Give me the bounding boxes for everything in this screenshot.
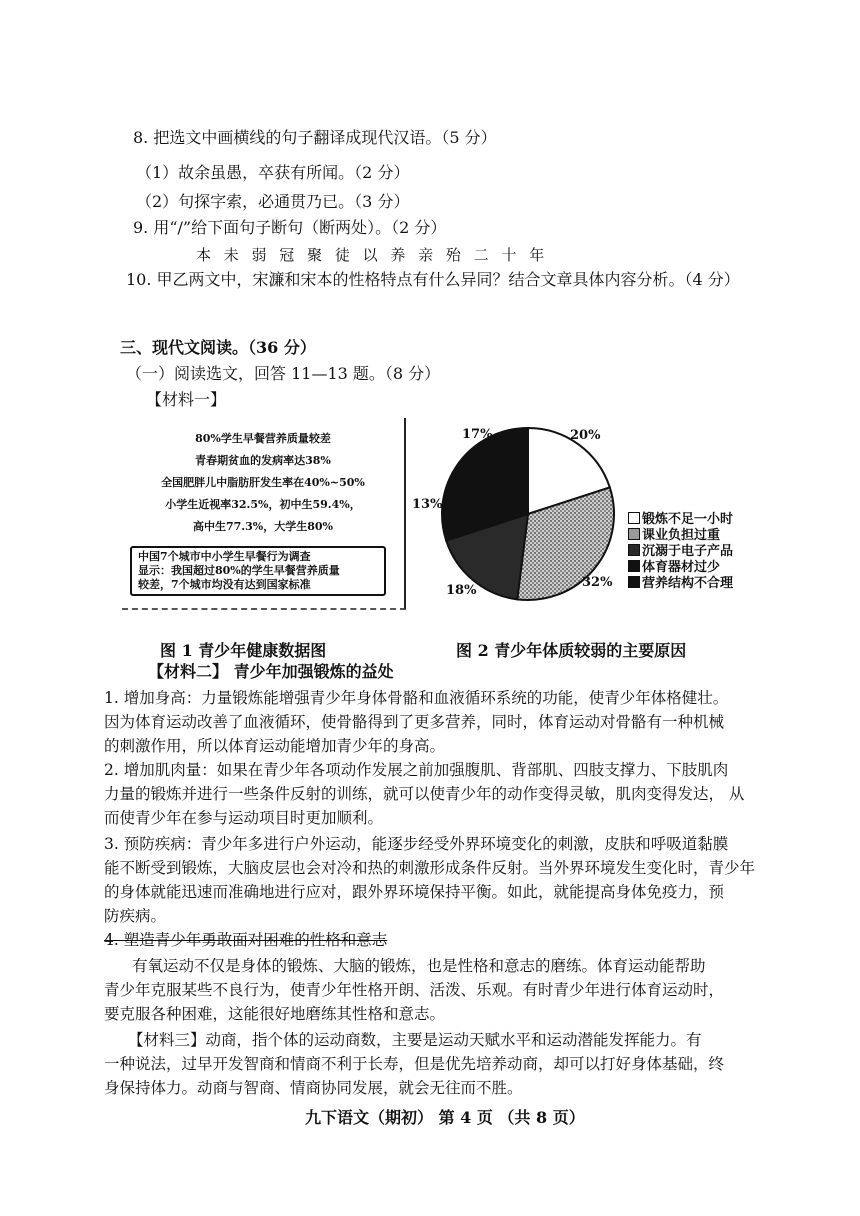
m2-p4-title: 4. 塑造青少年勇敢面对困难的性格和意志 bbox=[104, 931, 388, 949]
fig1-box-line: 较差，7个城市均没有达到国家标准 bbox=[138, 578, 311, 591]
figure-1-health-data bbox=[122, 418, 406, 610]
question-9-sentence: 本 未 弱 冠 聚 徒 以 养 亲 殆 二 十 年 bbox=[196, 246, 549, 264]
m2-line: 2. 增加肌肉量：如果在青少年各项动作发展之前加强腹肌、背部肌、四肢支撑力、下肢肌肉 bbox=[104, 761, 729, 779]
m3-line: 身保持体力。动商与智商、情商协同发展，就会无往而不胜。 bbox=[104, 1079, 523, 1097]
legend-item bbox=[628, 528, 733, 544]
legend-swatch-dotted bbox=[628, 528, 640, 540]
m3-line: 【材料三】动商，指个体的运动商数，主要是运动天赋水平和运动潜能发挥能力。有 bbox=[128, 1031, 702, 1049]
m2-line: 而使青少年在参与运动项目时更加顺利。 bbox=[104, 809, 384, 827]
figure-2-caption: 图 2 青少年体质较弱的主要原因 bbox=[456, 641, 687, 660]
legend-label: 课业负担过重 bbox=[642, 528, 721, 543]
fig1-survey-box bbox=[130, 546, 386, 596]
page-footer: 九下语文（期初） 第 4 页 （共 8 页） bbox=[305, 1108, 585, 1127]
pie-label-18: 18% bbox=[446, 583, 477, 598]
legend-swatch-black bbox=[628, 560, 640, 572]
pie-legend bbox=[628, 512, 733, 592]
m2-line: 因为体育运动改善了血液循环，使骨骼得到了更多营养，同时，体育运动对骨骼有一种机械 bbox=[104, 713, 725, 731]
m2-line: 要克服各种困难，这能很好地磨练其性格和意志。 bbox=[104, 1005, 446, 1023]
legend-label: 营养结构不合理 bbox=[642, 576, 734, 591]
fig1-line: 80%学生早餐营养质量较差 bbox=[195, 432, 331, 445]
m2-line: 3. 预防疾病：青少年多进行户外运动，能逐步经受外界环境变化的刺激，皮肤和呼吸道黏膜 bbox=[104, 835, 729, 853]
section-3-heading: 三、现代文阅读。（36 分） bbox=[120, 338, 316, 357]
fig1-box-line: 中国7个城市中小学生早餐行为调查 bbox=[138, 550, 311, 563]
figure-1-caption: 图 1 青少年健康数据图 bbox=[160, 641, 327, 660]
m2-line: 能不断受到锻炼，大脑皮层也会对冷和热的刺激形成条件反射。当外界环境发生变化时，青少年 bbox=[104, 859, 756, 877]
legend-swatch-black-2 bbox=[628, 576, 640, 588]
fig1-line: 全国肥胖儿中脂肪肝发生率在40%~50% bbox=[161, 476, 365, 489]
m2-line: 的身体就能迅速而准确地进行应对，跟外界环境保持平衡。如此，就能提高身体免疫力，预 bbox=[104, 883, 725, 901]
question-8-1: （1）故余虽愚，卒获有所闻。（2 分） bbox=[136, 163, 410, 182]
material-1-label: 【材料一】 bbox=[146, 390, 227, 409]
legend-item bbox=[628, 560, 733, 576]
question-9: 9. 用“/”给下面句子断句（断两处）。（2 分） bbox=[133, 218, 447, 237]
m3-line: 一种说法，过早开发智商和情商不利于长寿，但是优先培养动商，却可以打好身体基础，终 bbox=[104, 1055, 725, 1073]
material-2-title: 【材料二】 青少年加强锻炼的益处 bbox=[148, 662, 394, 681]
pie-label-32: 32% bbox=[582, 575, 613, 590]
fig1-box-line: 显示：我国超过80%的学生早餐营养质量 bbox=[138, 564, 340, 577]
legend-label: 沉溺于电子产品 bbox=[642, 544, 734, 559]
legend-item bbox=[628, 512, 733, 528]
legend-label: 体育器材过少 bbox=[642, 560, 721, 575]
m2-line: 青少年克服某些不良行为，使青少年性格开朗、活泼、乐观。有时青少年进行体育运动时， bbox=[104, 981, 725, 999]
m2-line: 1. 增加身高：力量锻炼能增强青少年身体骨骼和血液循环系统的功能，使青少年体格健壮。 bbox=[104, 689, 729, 707]
section-3-subheading: （一）阅读选文，回答 11—13 题。（8 分） bbox=[126, 364, 441, 383]
question-8: 8. 把选文中画横线的句子翻译成现代汉语。（5 分） bbox=[133, 128, 497, 147]
pie-label-13: 13% bbox=[412, 497, 443, 512]
pie-label-20: 20% bbox=[570, 428, 601, 443]
legend-swatch-dark bbox=[628, 544, 640, 556]
legend-swatch-white bbox=[628, 512, 640, 524]
fig1-line: 小学生近视率32.5%，初中生59.4%， bbox=[165, 498, 361, 511]
fig1-line: 青春期贫血的发病率达38% bbox=[195, 454, 331, 467]
question-8-2: （2）句探字索，必通贯乃已。（3 分） bbox=[136, 192, 410, 211]
m2-line: 有氧运动不仅是身体的锻炼、大脑的锻炼，也是性格和意志的磨练。体育运动能帮助 bbox=[132, 957, 706, 975]
legend-label: 锻炼不足一小时 bbox=[642, 512, 734, 527]
fig1-line: 高中生77.3%，大学生80% bbox=[192, 520, 333, 533]
legend-item bbox=[628, 544, 733, 560]
question-10: 10. 甲乙两文中，宋濂和宋本的性格特点有什么异同？结合文章具体内容分析。（4 分） bbox=[126, 270, 740, 289]
m2-line: 力量的锻炼并进行一些条件反射的训练，就可以使青少年的动作变得灵敏，肌肉变得发达， 从 bbox=[104, 785, 745, 803]
pie-label-17: 17% bbox=[462, 427, 493, 442]
m2-line: 防疾病。 bbox=[104, 907, 167, 925]
legend-item bbox=[628, 576, 733, 592]
m2-line: 的刺激作用，所以体育运动能增加青少年的身高。 bbox=[104, 737, 446, 755]
